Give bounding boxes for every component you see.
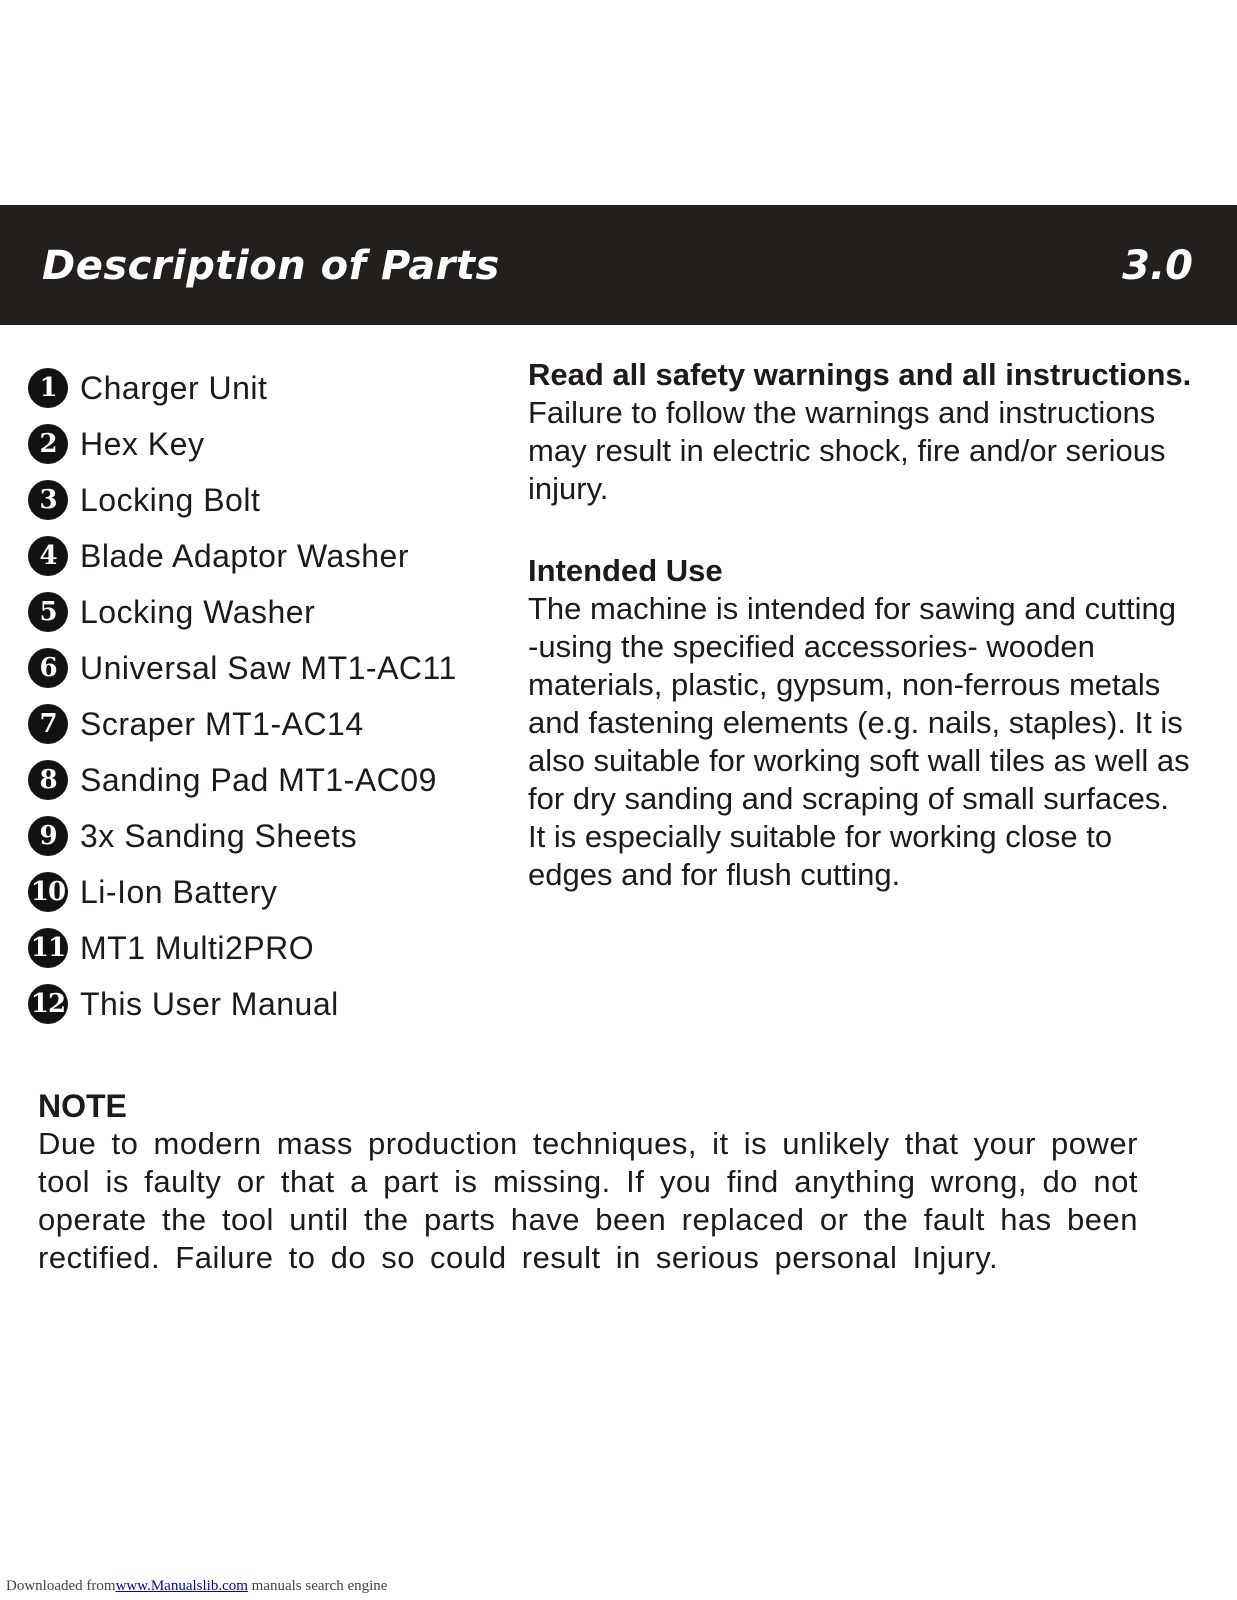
- part-label: Li-Ion Battery: [80, 873, 278, 910]
- list-item: [28, 808, 498, 864]
- part-label: MT1 Multi2PRO: [80, 929, 315, 966]
- list-item: [28, 976, 498, 1032]
- safety-heading: Read all safety warnings and all instructions.: [528, 357, 1192, 392]
- part-number-badge: 6: [28, 648, 68, 688]
- list-item: [28, 528, 498, 584]
- list-item: [28, 416, 498, 472]
- part-number-badge: 5: [28, 592, 68, 632]
- list-item: [28, 696, 498, 752]
- parts-list: [28, 360, 498, 1032]
- list-item: [28, 864, 498, 920]
- section-number: 3.0: [1122, 243, 1193, 289]
- note-body: Due to modern mass production techniques, it is unlikely that your power tool is faulty or that a part is missing. If you find anything wrong, do not operate the tool until the parts have been replaced or the fault has been rectified. Failure to do so could result in serious personal Injury.: [38, 1126, 1138, 1275]
- part-label: This User Manual: [80, 985, 339, 1022]
- part-label: Locking Bolt: [80, 481, 261, 518]
- part-label: Locking Washer: [80, 593, 316, 630]
- part-number-badge: 10: [28, 872, 68, 912]
- part-label: Scraper MT1-AC14: [80, 705, 364, 742]
- page-title: Description of Parts: [42, 243, 500, 289]
- part-label: Hex Key: [80, 425, 205, 462]
- footer-suffix: manuals search engine: [247, 1578, 388, 1594]
- part-number-badge: 4: [28, 536, 68, 576]
- header-bar: [0, 205, 1237, 325]
- part-label: 3x Sanding Sheets: [80, 817, 358, 854]
- part-label: Sanding Pad MT1-AC09: [80, 761, 437, 798]
- intended-use-heading: Intended Use: [528, 553, 723, 588]
- part-number-badge: 12: [28, 984, 68, 1024]
- footer-link[interactable]: www.Manualslib.com: [115, 1578, 248, 1594]
- list-item: [28, 584, 498, 640]
- intended-use-body: The machine is intended for sawing and cutting -using the specified accessories- wooden materials, plastic, gypsum, non-ferrous metals and fastening elements (e.g. nails, staples). It is also suitable for working soft wall tiles as well as for dry sanding and scraping of small surfaces. It is especially suitable for working close to edges and for flush cutting.: [528, 591, 1190, 892]
- list-item: [28, 360, 498, 416]
- part-number-badge: 3: [28, 480, 68, 520]
- note-section: [38, 1087, 1138, 1277]
- note-heading: NOTE: [38, 1088, 127, 1124]
- right-column: [528, 356, 1193, 894]
- part-number-badge: 11: [28, 928, 68, 968]
- safety-body: Failure to follow the warnings and instructions may result in electric shock, fire and/or serious injury.: [528, 395, 1166, 506]
- part-number-badge: 8: [28, 760, 68, 800]
- spacer: [528, 508, 1193, 552]
- part-number-badge: 7: [28, 704, 68, 744]
- part-number-badge: 1: [28, 368, 68, 408]
- part-label: Universal Saw MT1-AC11: [80, 649, 457, 686]
- part-number-badge: 9: [28, 816, 68, 856]
- list-item: [28, 472, 498, 528]
- list-item: [28, 640, 498, 696]
- part-label: Blade Adaptor Washer: [80, 537, 409, 574]
- footer-prefix: Downloaded from: [6, 1578, 116, 1594]
- footer: [6, 1578, 387, 1595]
- list-item: [28, 920, 498, 976]
- list-item: [28, 752, 498, 808]
- part-number-badge: 2: [28, 424, 68, 464]
- part-label: Charger Unit: [80, 369, 268, 406]
